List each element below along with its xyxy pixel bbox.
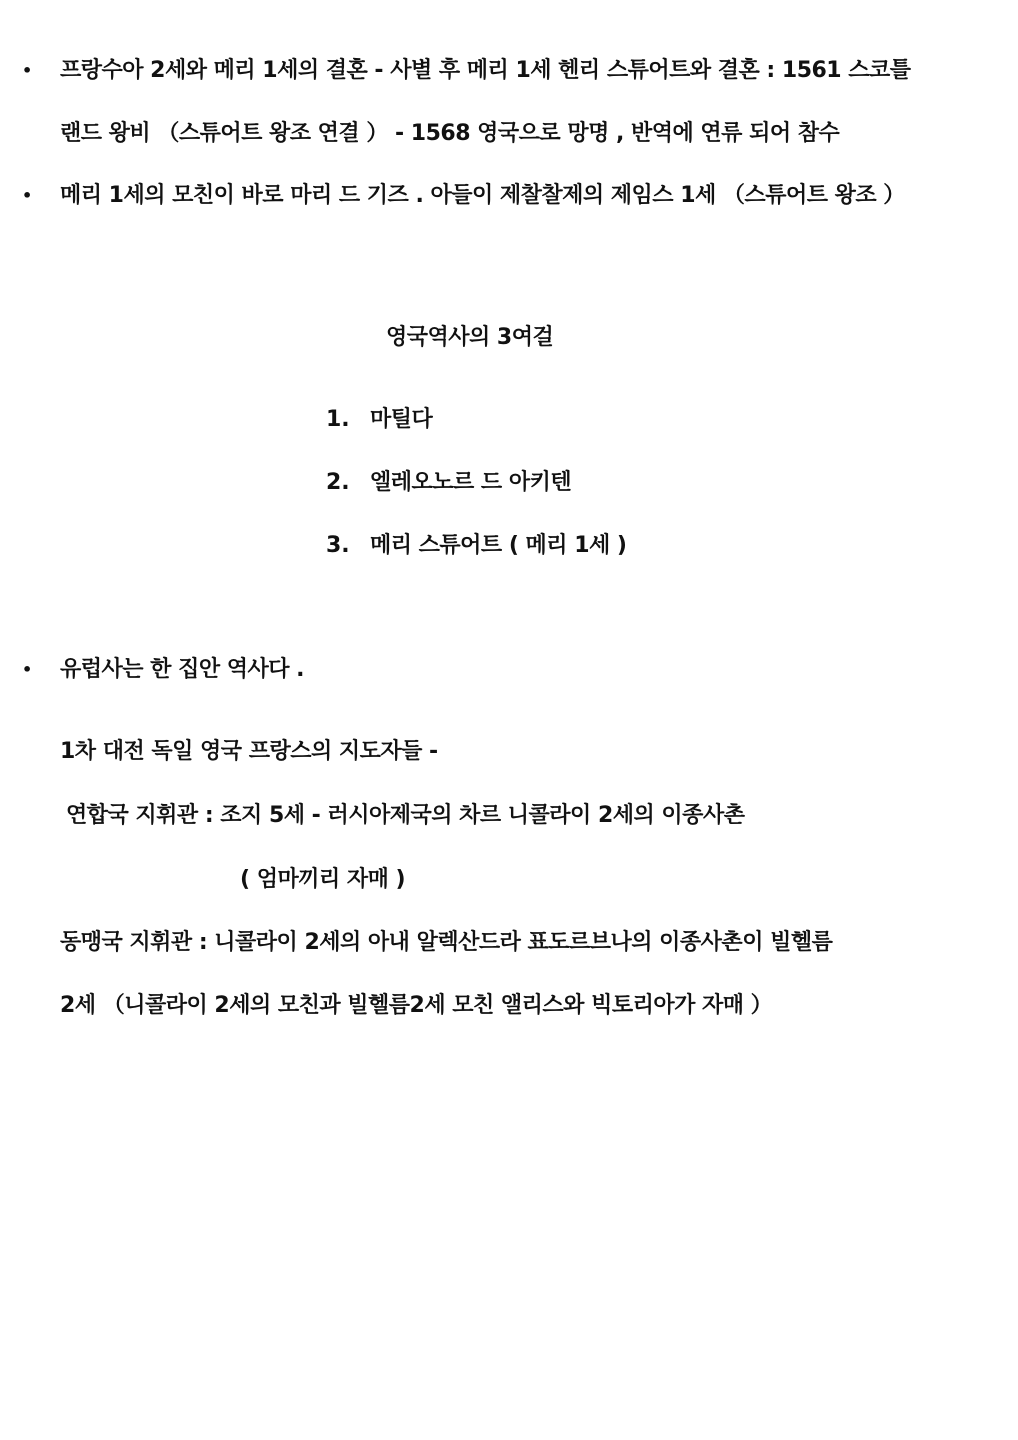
section3-bullet-text: 유럽사는 한 집안 역사다 .	[60, 657, 305, 682]
list-item-text: 엘레오노르 드 아키텐	[370, 470, 572, 495]
section3-line3: ( 엄마끼리 자매 )	[240, 867, 406, 892]
section3-line5: 2세 （니콜라이 2세의 모친과 빌헬름2세 모친 앨리스와 빅토리아가 자매 ）	[60, 993, 773, 1018]
bullet-marker: •	[22, 61, 33, 80]
list-item-number: 2.	[326, 470, 350, 495]
list-item-text: 메리 스튜어트 ( 메리 1세 )	[370, 533, 627, 558]
section3-line1: 1차 대전 독일 영국 프랑스의 지도자들 -	[60, 739, 438, 764]
bullet-marker: •	[22, 660, 33, 679]
list-item-number: 3.	[326, 533, 350, 558]
section1-line1: 프랑수아 2세와 메리 1세의 결혼 - 사별 후 메리 1세 헨리 스튜어트와 결혼 : 1561 스코틀	[60, 58, 911, 83]
bullet-marker: •	[22, 186, 33, 205]
section1-line2: 랜드 왕비 （스튜어트 왕조 연결 ） - 1568 영국으로 망명 , 반역에 연류 되어 참수	[60, 121, 840, 146]
list-item-text: 마틸다	[370, 407, 433, 432]
section1-line3: 메리 1세의 모친이 바로 마리 드 기즈 . 아들이 제찰찰제의 제임스 1세 （스튜어트 왕조 ）	[60, 183, 905, 208]
section3-line2: 연합국 지휘관 : 조지 5세 - 러시아제국의 차르 니콜라이 2세의 이종사촌	[66, 803, 745, 828]
list-item-number: 1.	[326, 407, 350, 432]
section2-heading: 영국역사의 3여걸	[386, 325, 554, 350]
section3-line4: 동맹국 지휘관 : 니콜라이 2세의 아내 알렉산드라 표도르브나의 이종사촌이 빌헬름	[60, 930, 833, 955]
